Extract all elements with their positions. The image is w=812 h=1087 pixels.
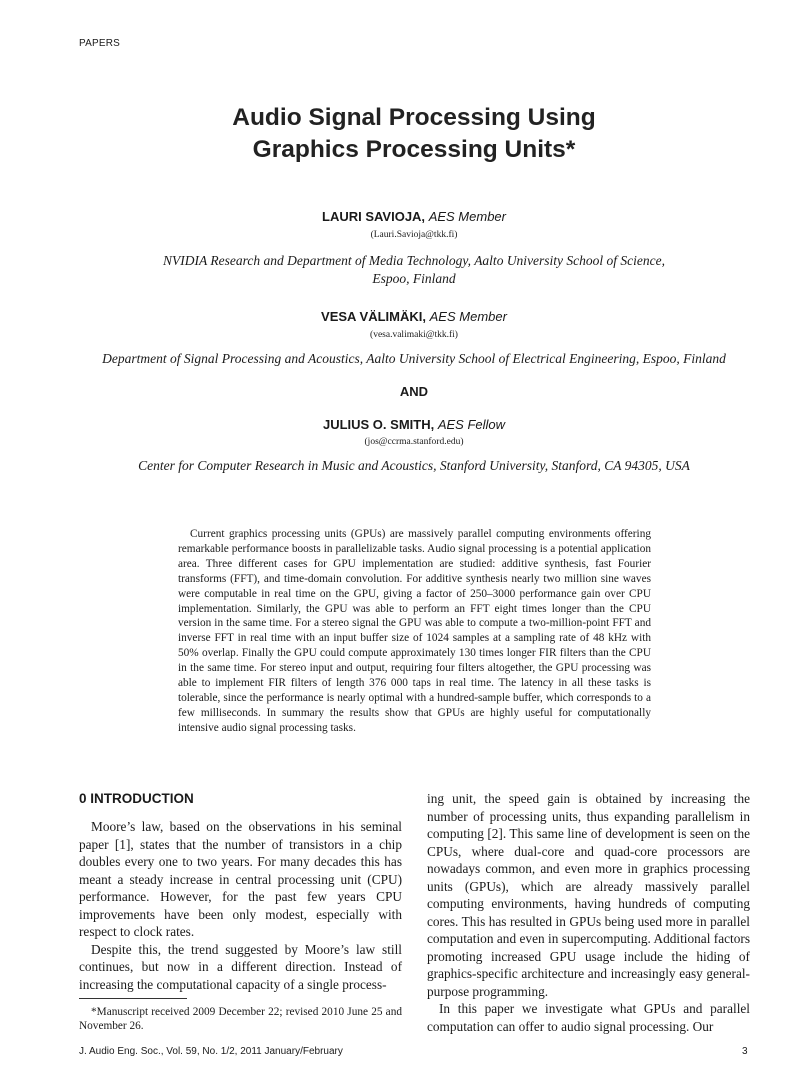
author-3-affiliation-line-1: Center for Computer Research in Music and Acoustics, Stanford University, Stanford, CA 94305, USA — [138, 458, 690, 473]
title-line-2: Graphics Processing Units* — [252, 136, 576, 163]
author-1-email: (Lauri.Savioja@tkk.fi) — [370, 230, 458, 240]
footnote-divider — [79, 998, 187, 999]
author-1-affiliation-line-1: NVIDIA Research and Department of Media Technology, Aalto University School of Science, — [162, 253, 666, 268]
section-heading-introduction: 0 INTRODUCTION — [79, 791, 194, 806]
journal-citation: J. Audio Eng. Soc., Vol. 59, No. 1/2, 2011 January/February — [79, 1046, 343, 1057]
title-line-1: Audio Signal Processing Using — [232, 104, 596, 131]
intro-paragraph-1: Moore’s law, based on the observations in his seminal paper [1], states that the number of transistors in a chip doubles every one to two years. For many decades this has meant a steady increase in central processing unit (CPU) performance. However, for the past few years CPU improvements have been only modest, especially with respect to clock rates. — [79, 819, 402, 939]
author-3-affiliation — [0, 457, 812, 475]
footnote: *Manuscript received 2009 December 22; revised 2010 June 25 and November 26. — [79, 1006, 402, 1032]
page-number: 3 — [742, 1046, 748, 1057]
paper-title — [0, 102, 812, 166]
author-1-affiliation — [0, 252, 812, 288]
author-1-name: LAURI SAVIOJA, — [322, 209, 426, 224]
intro-paragraph-2-continued: ing unit, the speed gain is obtained by increasing the number of processing units, thus expanding parallelism in computing [2]. This same line of development is seen on the CPUs, where dual-core and quad-core processors are nowadays common, and even more in graphics processing units (GPUs), which are already massively parallel computing environments, having hundreds of computing cores. This has resulted in GPUs being used more in parallel computation and even in supercomputing. Additional factors promoting increased GPU usage include the hiding of graphics-specific architecture and increasingly easy general-purpose programming. — [427, 791, 750, 999]
author-3-email: (jos@ccrma.stanford.edu) — [364, 437, 464, 447]
author-1 — [0, 209, 812, 224]
intro-paragraph-2: Despite this, the trend suggested by Moore’s law still continues, but now in a different direction. Instead of increasing the computational capacity of a single process- — [79, 941, 402, 992]
author-2-affiliation-line-1: Department of Signal Processing and Acoustics, Aalto University School of Electrical Engineering, Espoo, Finland — [102, 351, 726, 366]
author-2-affiliation — [0, 350, 812, 368]
abstract: Current graphics processing units (GPUs) are massively parallel computing environments offering remarkable performance boosts in parallelizable tasks. Audio signal processing is a potential application area. Three different cases for GPU implementation are studied: additive synthesis, fast Fourier transforms (FFT), and time-domain convolution. For additive synthesis nearly two million sine waves were computable in real time on the GPU, giving a factor of 250–3000 performance gain over CPU implementation. Similarly, the GPU was able to perform an FFT eight times longer than the CPU version in the same time. For a stereo signal the GPU was able to compute a two-million-point FFT and inverse FFT in real time with an input buffer size of 1024 samples at a sampling rate of 48 kHz with 50% overlap. Finally the GPU could compute approximately 130 times longer FIR filters than the CPU in the same time. For stereo input and output, requiring four filters altogether, the GPU processing was able to implement FIR filters of length 376 000 taps in real time. The latency in all these tasks is tolerable, since the performance is nearly optimal with a hundred-sample buffer, which corresponds to a few milliseconds. In summary the results show that GPUs are highly useful for computationally intensive audio signal processing tasks. — [178, 528, 651, 734]
author-2-email: (vesa.valimaki@tkk.fi) — [370, 330, 458, 340]
author-2 — [0, 309, 812, 324]
author-1-membership: AES Member — [428, 209, 506, 224]
intro-paragraph-3: In this paper we investigate what GPUs and parallel computation can offer to audio signal processing. Our — [427, 1001, 750, 1034]
author-3-name: JULIUS O. SMITH, — [322, 417, 435, 432]
author-3 — [0, 417, 812, 432]
body-column-left — [79, 818, 402, 993]
body-column-right — [427, 790, 750, 1035]
author-2-name: VESA VÄLIMÄKI, — [321, 309, 427, 324]
and-separator: AND — [399, 384, 429, 399]
author-2-membership: AES Member — [429, 309, 507, 324]
running-head: PAPERS — [79, 38, 121, 49]
author-3-membership: AES Fellow — [437, 417, 506, 432]
author-1-affiliation-line-2: Espoo, Finland — [372, 271, 456, 286]
